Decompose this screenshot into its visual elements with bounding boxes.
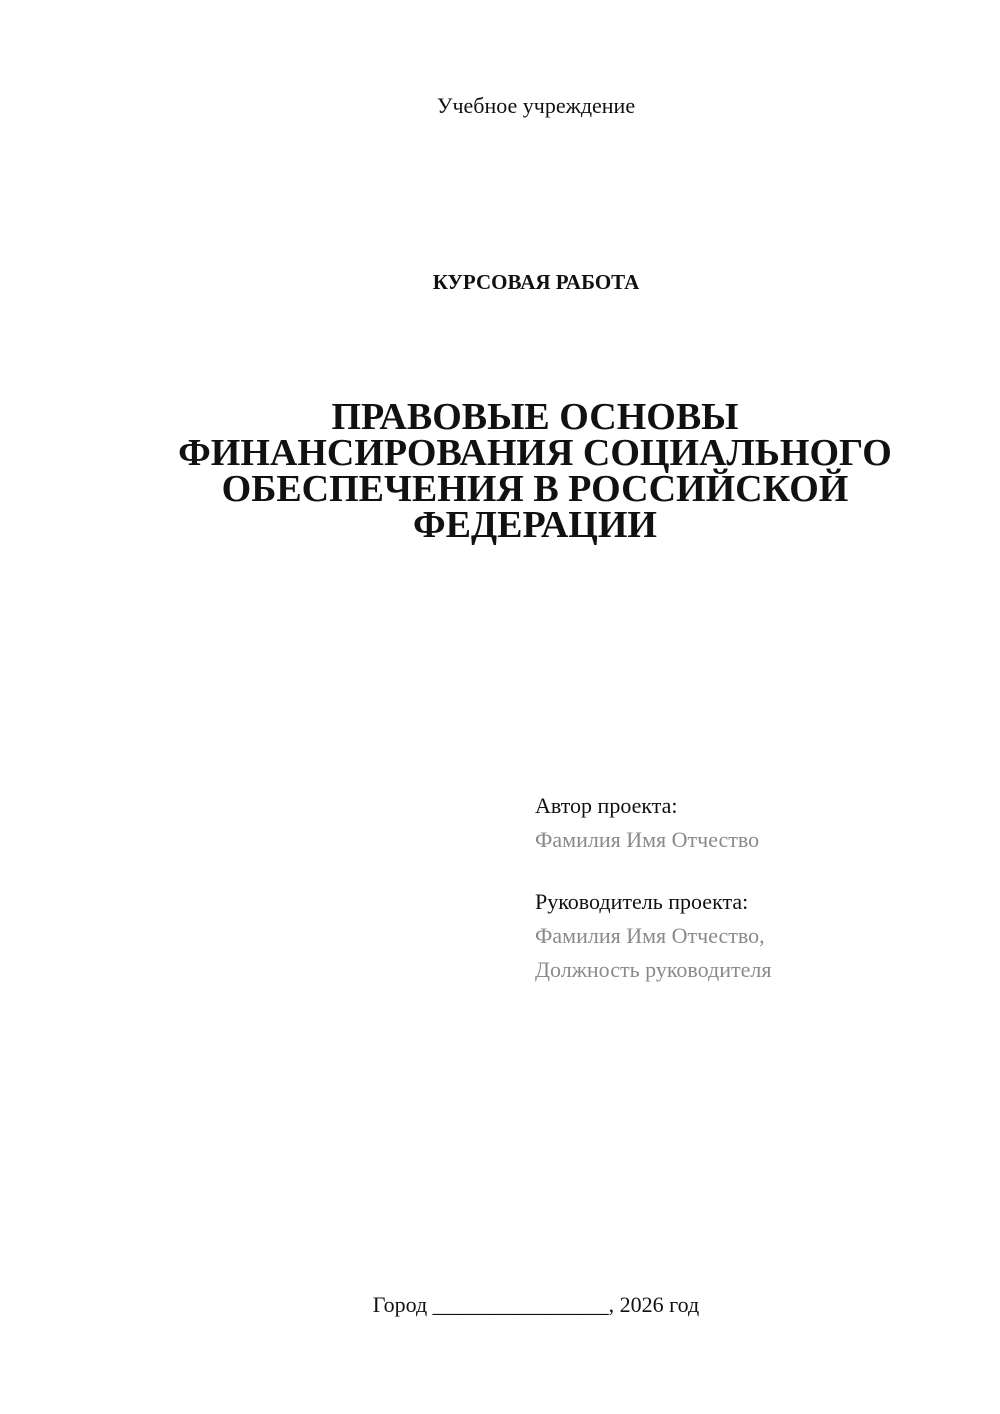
title-line: ПРАВОВЫЕ ОСНОВЫ xyxy=(331,396,739,438)
supervisor-position: Должность руководителя xyxy=(535,957,772,982)
city-year-line: Город ________________, 2026 год xyxy=(372,1292,700,1317)
title-line: ФИНАНСИРОВАНИЯ СОЦИАЛЬНОГО xyxy=(178,432,892,474)
supervisor-label: Руководитель проекта: xyxy=(535,889,749,914)
author-name: Фамилия Имя Отчество xyxy=(535,827,760,852)
document-title xyxy=(120,396,950,546)
authors-block xyxy=(535,789,975,987)
work-type-heading: КУРСОВАЯ РАБОТА xyxy=(432,270,640,294)
title-line: ОБЕСПЕЧЕНИЯ В РОССИЙСКОЙ xyxy=(221,468,849,510)
spacer xyxy=(535,857,975,885)
supervisor-name: Фамилия Имя Отчество, xyxy=(535,923,765,948)
title-line: ФЕДЕРАЦИИ xyxy=(413,504,657,546)
institution-name: Учебное учреждение xyxy=(436,93,636,118)
author-label: Автор проекта: xyxy=(535,793,678,818)
